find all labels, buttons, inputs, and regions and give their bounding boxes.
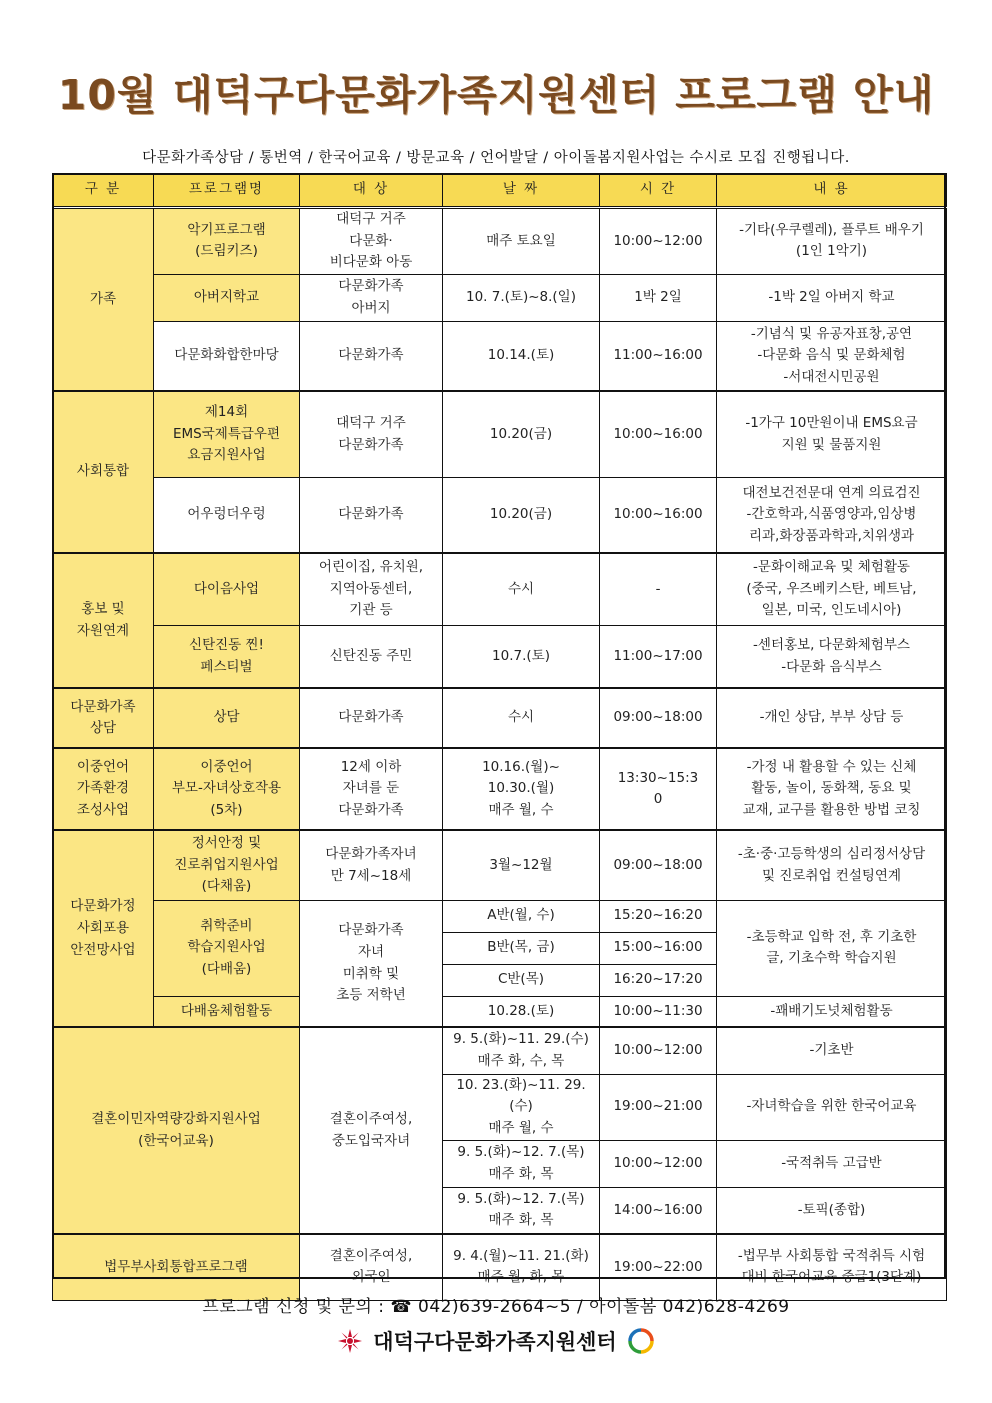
program-name: 아버지학교 xyxy=(154,274,300,321)
table-header-row xyxy=(53,174,947,208)
date-cell: 9. 4.(월)~11. 21.(화) 매주 월, 화, 목 xyxy=(443,1234,600,1300)
program-name: 다문화화합한마당 xyxy=(154,321,300,391)
date-cell: 9. 5.(화)~12. 7.(목) 매주 화, 목 xyxy=(443,1140,600,1187)
program-schedule-table xyxy=(52,173,947,1301)
target-cell: 다문화가족자녀 만 7세~18세 xyxy=(300,830,443,900)
table-row xyxy=(53,1027,947,1074)
program-name: 취학준비 학습지원사업 (다배움) xyxy=(154,900,300,996)
table-row xyxy=(53,321,947,391)
program-name: 정서안정 및 진로취업지원사업 (다채움) xyxy=(154,830,300,900)
target-cell: 결혼이주여성, 중도입국자녀 xyxy=(300,1027,443,1234)
content-cell: -기초반 xyxy=(717,1027,947,1074)
date-cell: 10.20(금) xyxy=(443,477,600,553)
center-logo-icon xyxy=(627,1327,655,1355)
time-cell: 16:20~17:20 xyxy=(600,964,717,996)
footer xyxy=(0,1324,992,1358)
target-cell: 신탄진동 주민 xyxy=(300,625,443,688)
category-social-integration: 사회통합 xyxy=(53,391,154,553)
content-cell: -초등학교 입학 전, 후 기초한 글, 기초수학 학습지원 xyxy=(717,900,947,996)
content-cell: -기념식 및 유공자표창,공연 -다문화 음식 및 문화체험 -서대전시민공원 xyxy=(717,321,947,391)
category-bilingual: 이중언어 가족환경 조성사업 xyxy=(53,748,154,830)
contact-phone[interactable]: 042)639-2664~5 xyxy=(418,1297,572,1317)
recruitment-notice: 다문화가족상담 / 통번역 / 한국어교육 / 방문교육 / 언어발달 / 아이돌봄지원사업는 수시로 모집 진행됩니다. xyxy=(142,150,850,166)
table-row xyxy=(53,625,947,688)
header-target: 대 상 xyxy=(300,174,443,208)
header-content: 내 용 xyxy=(717,174,947,208)
time-cell: 10:00~16:00 xyxy=(600,477,717,553)
time-cell: 11:00~17:00 xyxy=(600,625,717,688)
header-program: 프로그램명 xyxy=(154,174,300,208)
content-cell: -초·중·고등학생의 심리정서상담 및 진로취업 컨설팅연계 xyxy=(717,830,947,900)
target-cell: 다문화가족 자녀 미취학 및 초등 저학년 xyxy=(300,900,443,1027)
table-row xyxy=(53,996,947,1027)
date-cell: 9. 5.(화)~11. 29.(수) 매주 화, 수, 목 xyxy=(443,1027,600,1074)
time-cell: 15:00~16:00 xyxy=(600,932,717,964)
table-row xyxy=(53,688,947,748)
category-justice-program: 법무부사회통합프로그램 xyxy=(53,1234,300,1300)
time-cell: 19:00~22:00 xyxy=(600,1234,717,1300)
target-cell: 다문화가족 xyxy=(300,477,443,553)
program-name: 신탄진동 찐! 페스티벌 xyxy=(154,625,300,688)
content-cell: -1박 2일 아버지 학교 xyxy=(717,274,947,321)
time-cell: 11:00~16:00 xyxy=(600,321,717,391)
table-row xyxy=(53,208,947,275)
table-row xyxy=(53,1234,947,1300)
content-cell: -국적취득 고급반 xyxy=(717,1140,947,1187)
table-row xyxy=(53,830,947,900)
time-cell: 09:00~18:00 xyxy=(600,688,717,748)
time-cell: 10:00~12:00 xyxy=(600,208,717,275)
header-date: 날 짜 xyxy=(443,174,600,208)
category-family: 가족 xyxy=(53,208,154,392)
time-cell: 10:00~12:00 xyxy=(600,1140,717,1187)
target-cell: 다문화가족 xyxy=(300,321,443,391)
category-migrant-korean: 결혼이민자역량강화지원사업 (한국어교육) xyxy=(53,1027,300,1234)
date-cell: C반(목) xyxy=(443,964,600,996)
time-cell: 13:30~15:3 0 xyxy=(600,748,717,830)
header-category: 구 분 xyxy=(53,174,154,208)
time-cell: 10:00~12:00 xyxy=(600,1027,717,1074)
table-row xyxy=(53,900,947,932)
table-row xyxy=(53,553,947,625)
program-name: 상담 xyxy=(154,688,300,748)
time-cell: 19:00~21:00 xyxy=(600,1074,717,1140)
program-name: 다이음사업 xyxy=(154,553,300,625)
caritas-cross-icon xyxy=(337,1328,363,1354)
date-cell: 9. 5.(화)~12. 7.(목) 매주 화, 목 xyxy=(443,1187,600,1234)
date-cell: 수시 xyxy=(443,553,600,625)
table-row xyxy=(53,274,947,321)
target-cell: 다문화가족 아버지 xyxy=(300,274,443,321)
date-cell: 10.28.(토) xyxy=(443,996,600,1027)
date-cell: 매주 토요일 xyxy=(443,208,600,275)
content-cell: -자녀학습을 위한 한국어교육 xyxy=(717,1074,947,1140)
date-cell: 10.20(금) xyxy=(443,391,600,477)
contact-childcare[interactable]: 아이돌봄 042)628-4269 xyxy=(589,1297,790,1317)
program-name: 이중언어 부모-자녀상호작용 (5차) xyxy=(154,748,300,830)
category-counseling: 다문화가족 상담 xyxy=(53,688,154,748)
time-cell: 10:00~11:30 xyxy=(600,996,717,1027)
date-cell: 10.16.(월)~ 10.30.(월) 매주 월, 수 xyxy=(443,748,600,830)
date-cell: B반(목, 금) xyxy=(443,932,600,964)
page-title: 10월 대덕구다문화가족지원센터 프로그램 안내 xyxy=(57,71,935,119)
target-cell: 대덕구 거주 다문화가족 xyxy=(300,391,443,477)
table-row xyxy=(53,748,947,830)
contact-separator: / xyxy=(576,1297,584,1317)
category-safety-net: 다문화가정 사회포용 안전망사업 xyxy=(53,830,154,1027)
date-cell: 수시 xyxy=(443,688,600,748)
phone-icon: ☎ xyxy=(390,1297,413,1317)
table-row xyxy=(53,391,947,477)
content-cell: -기타(우쿠렐레), 플루트 배우기 (1인 1악기) xyxy=(717,208,947,275)
time-cell: 10:00~16:00 xyxy=(600,391,717,477)
time-cell: - xyxy=(600,553,717,625)
date-cell: 10. 7.(토)~8.(일) xyxy=(443,274,600,321)
contact-label: 프로그램 신청 및 문의 : xyxy=(202,1297,385,1317)
program-name: 제14회 EMS국제특급우편 요금지원사업 xyxy=(154,391,300,477)
time-cell: 14:00~16:00 xyxy=(600,1187,717,1234)
target-cell: 12세 이하 자녀를 둔 다문화가족 xyxy=(300,748,443,830)
content-cell: -법무부 사회통합 국적취득 시험 대비 한국어교육 중급1(3단계) xyxy=(717,1234,947,1300)
content-cell: -1가구 10만원이내 EMS요금 지원 및 물품지원 xyxy=(717,391,947,477)
program-name: 악기프로그램 (드림키즈) xyxy=(154,208,300,275)
content-cell: -센터홍보, 다문화체험부스 -다문화 음식부스 xyxy=(717,625,947,688)
time-cell: 09:00~18:00 xyxy=(600,830,717,900)
date-cell: A반(월, 수) xyxy=(443,900,600,932)
time-cell: 15:20~16:20 xyxy=(600,900,717,932)
time-cell: 1박 2일 xyxy=(600,274,717,321)
date-cell: 3월~12월 xyxy=(443,830,600,900)
date-cell: 10. 23.(화)~11. 29.(수) 매주 월, 수 xyxy=(443,1074,600,1140)
target-cell: 어린이집, 유치원, 지역아동센터, 기관 등 xyxy=(300,553,443,625)
content-cell: -문화이해교육 및 체험활동 (중국, 우즈베키스탄, 베트남, 일본, 미국, 인도네시아) xyxy=(717,553,947,625)
target-cell: 다문화가족 xyxy=(300,688,443,748)
contact-line xyxy=(0,1292,992,1317)
content-cell: -개인 상담, 부부 상담 등 xyxy=(717,688,947,748)
content-cell: -꽤배기도넛체험활동 xyxy=(717,996,947,1027)
table-row xyxy=(53,477,947,553)
center-name: 대덕구다문화가족지원센터 xyxy=(373,1330,617,1354)
program-name: 다배움체험활동 xyxy=(154,996,300,1027)
target-cell: 대덕구 거주 다문화· 비다문화 아동 xyxy=(300,208,443,275)
content-cell: -토픽(종합) xyxy=(717,1187,947,1234)
content-cell: -가정 내 활용할 수 있는 신체 활동, 놀이, 동화책, 동요 및 교재, 교구를 활용한 방법 코칭 xyxy=(717,748,947,830)
content-cell: 대전보건전문대 연계 의료검진 -간호학과,식품영양과,임상병 리과,화장품과학과,치위생과 xyxy=(717,477,947,553)
target-cell: 결혼이주여성, 외국인 xyxy=(300,1234,443,1300)
program-name: 어우렁더우렁 xyxy=(154,477,300,553)
date-cell: 10.14.(토) xyxy=(443,321,600,391)
date-cell: 10.7.(토) xyxy=(443,625,600,688)
header-time: 시 간 xyxy=(600,174,717,208)
category-promotion: 홍보 및 자원연계 xyxy=(53,553,154,688)
